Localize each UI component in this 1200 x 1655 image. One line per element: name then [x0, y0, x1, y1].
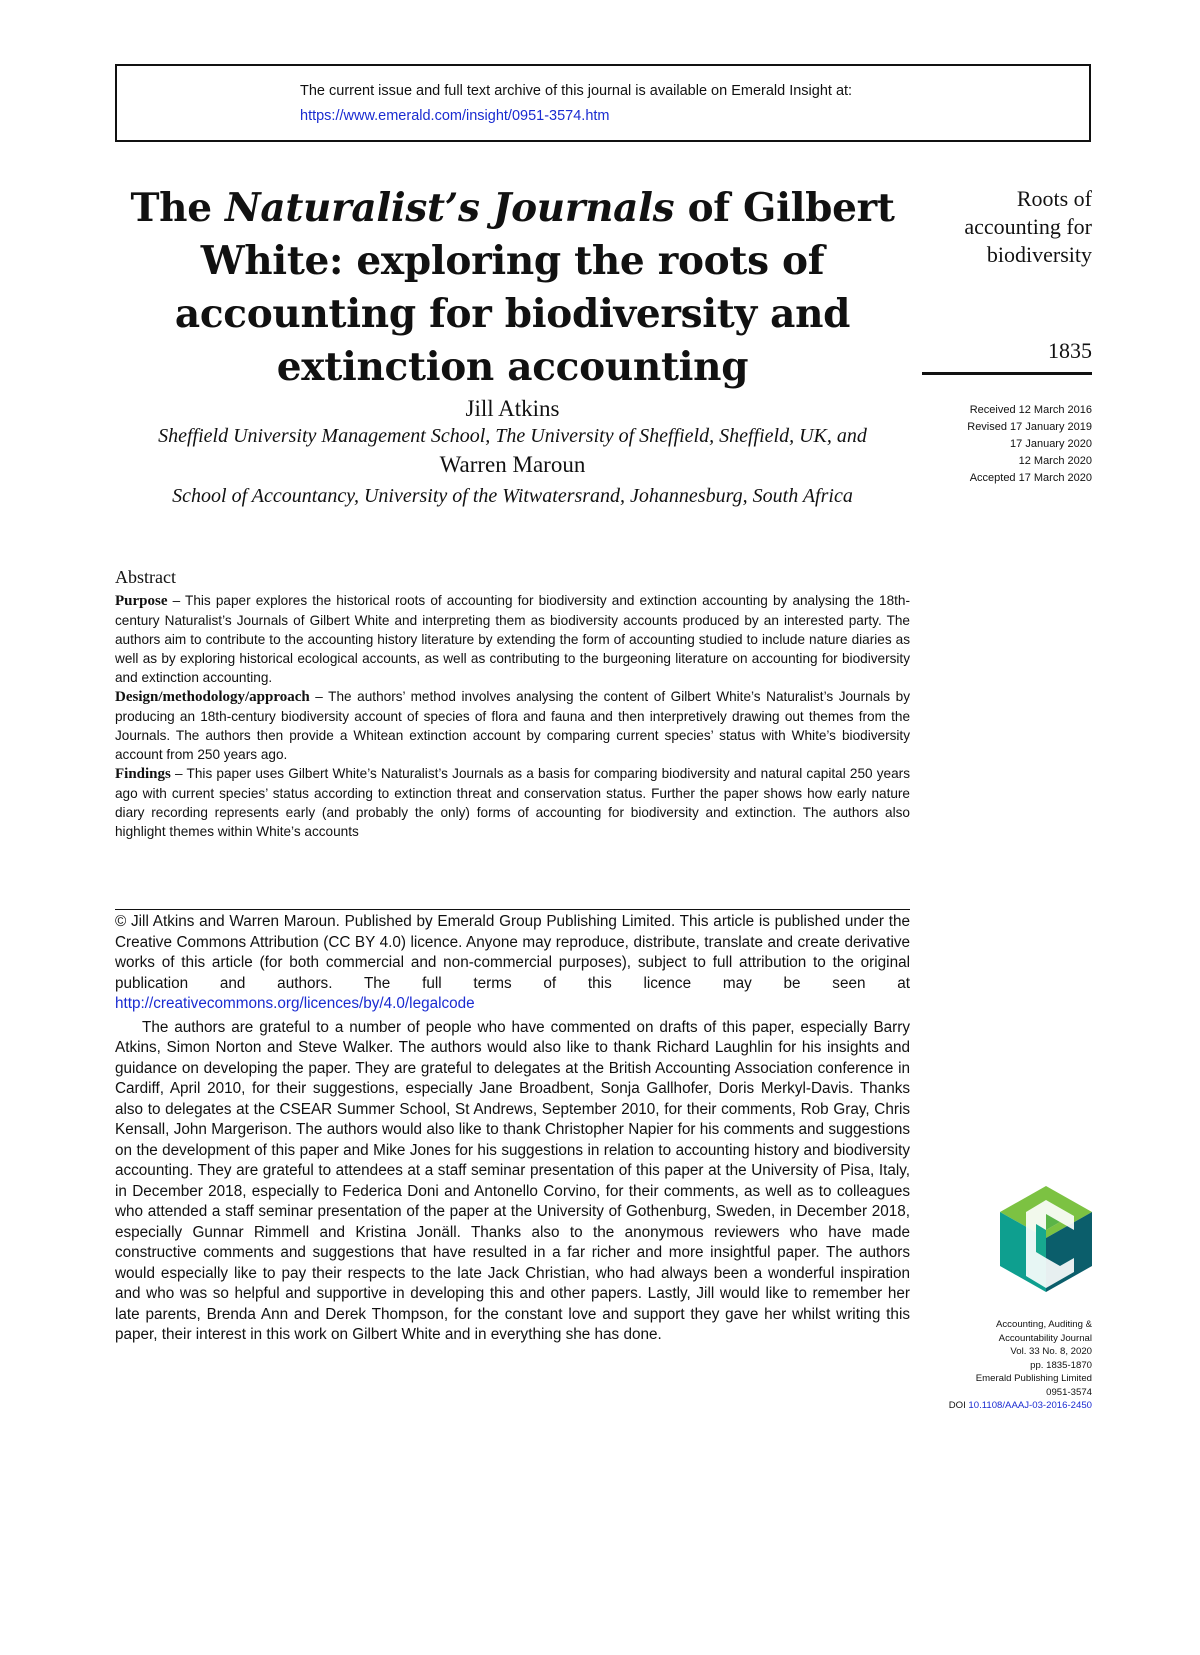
- article-title: [115, 182, 910, 394]
- author-name-1: Jill Atkins: [465, 396, 560, 421]
- title-part-1: The: [130, 185, 226, 231]
- author-affiliation-1: Sheffield University Management School, The University of Sheffield, Sheffield, UK, and: [158, 425, 867, 447]
- footnote-divider: [115, 909, 910, 910]
- journal-archive-link[interactable]: https://www.emerald.com/insight/0951-3574.htm: [300, 108, 610, 124]
- date-revised-1: Revised 17 January 2019: [967, 421, 1092, 433]
- abstract-findings-text: – This paper uses Gilbert White’s Naturalist’s Journals as a basis for comparing biodiversity and natural capital 250 years ago with current species’ status according to extinction threat and conservation status. Further the paper shows how early nature diary recording represents early (and probably the only) forms of accounting for biodiversity and extinction. The authors also highlight themes within White’s accounts: [115, 766, 910, 839]
- running-head: Roots of accounting for biodiversity: [964, 186, 1092, 267]
- submission-dates: [930, 402, 1092, 487]
- title-italic: Naturalist’s Journals: [225, 185, 675, 231]
- date-revised-3: 12 March 2020: [1018, 455, 1092, 467]
- emerald-logo-icon: [1000, 1186, 1092, 1292]
- abstract: [115, 566, 910, 841]
- acknowledgements: The authors are grateful to a number of people who have commented on drafts of this paper, especially Barry Atkins, Simon Norton and Steve Walker. The authors would also like to thank Richard Laughlin for his insights and guidance on developing the paper. They are grateful to delegates at the British Accounting Association conference in Cardiff, April 2010, for their suggestions, especially Jane Broadbent, Sonja Gallhofer, Doris Merkyl-Davis. Thanks also to delegates at the CSEAR Summer School, St Andrews, September 2010, for their comments, Rob Gray, Chris Kensall, John Margerison. The authors would also like to thank Christopher Napier for his comments and suggestions on the development of this paper and Mike Jones for his suggestions in relation to accounting history and biodiversity accounting. They are grateful to attendees at a staff seminar presentation of this paper at the University of Pisa, Italy, in December 2018, especially to Federica Doni and Antonello Corvino, for their comments, as well as to colleagues who attended a staff seminar presentation of the paper at the University of Gothenburg, Sweden, in December 2018, especially Gunnar Rimmell and Kristina Jonäll. Thanks also to the anonymous reviewers who have made constructive comments and suggestions that have resulted in a far richer and more insightful paper. The authors would especially like to pay their respects to the late Jack Christian, who had always been a wonderful inspiration and who was so helpful and supportive in developing this and other papers. Lastly, Jill would like to remember her late parents, Brenda Ann and Derek Thompson, for the constant love and support they gave her whilst writing this paper, their interest in this work on Gilbert White and in everything she has done.: [115, 1018, 910, 1343]
- abstract-design: [115, 687, 910, 764]
- author-block: [115, 395, 910, 509]
- abstract-purpose-label: Purpose: [115, 593, 168, 609]
- date-revised-2: 17 January 2020: [1010, 438, 1092, 450]
- page-number: 1835: [1048, 338, 1092, 363]
- licence-link[interactable]: http://creativecommons.org/licences/by/4.0/legalcode: [115, 995, 475, 1012]
- doi-link[interactable]: 10.1108/AAAJ-03-2016-2450: [968, 1400, 1092, 1411]
- copyright-notice: [115, 912, 910, 1015]
- access-notice-box: [115, 64, 1091, 142]
- title-part-2: of Gilbert White: exploring the roots of accounting for biodiversity and extinction accounting: [174, 185, 895, 390]
- journal-doi: [915, 1399, 1092, 1413]
- journal-info: [915, 1318, 1092, 1413]
- copyright-text: © Jill Atkins and Warren Maroun. Published by Emerald Group Publishing Limited. This article is published under the Creative Commons Attribution (CC BY 4.0) licence. Anyone may reproduce, distribute, translate and create derivative works of this article (for both commercial and non-commercial purposes), subject to full attribution to the original publication and authors. The full terms of this licence may be seen at: [115, 913, 910, 992]
- doi-label: DOI: [948, 1400, 969, 1411]
- journal-issn: 0951-3574: [1046, 1386, 1092, 1398]
- author-affiliation-2: School of Accountancy, University of the Witwatersrand, Johannesburg, South Africa: [172, 485, 853, 507]
- author-name-2: Warren Maroun: [439, 452, 586, 477]
- journal-pages: pp. 1835-1870: [1030, 1359, 1092, 1371]
- date-accepted: Accepted 17 March 2020: [969, 472, 1092, 484]
- access-notice-text: The current issue and full text archive of this journal is available on Emerald Insight at:: [300, 83, 853, 99]
- journal-name-line-2: Accountability Journal: [998, 1332, 1092, 1344]
- footnotes: [115, 912, 910, 1346]
- journal-name-line-1: Accounting, Auditing &: [995, 1319, 1092, 1330]
- abstract-purpose: [115, 591, 910, 687]
- abstract-heading: Abstract: [115, 567, 176, 587]
- date-received: Received 12 March 2016: [969, 404, 1092, 416]
- abstract-findings: [115, 764, 910, 841]
- abstract-design-text: – The authors’ method involves analysing the content of Gilbert White’s Naturalist’s Journals by producing an 18th-century biodiversity account of species of flora and fauna and then interpretively drawing out themes from the Journals. The authors then provide a Whitean extinction account by comparing current species’ status with White’s biodiversity account from 250 years ago.: [115, 689, 910, 762]
- abstract-findings-label: Findings: [115, 766, 171, 782]
- abstract-design-label: Design/methodology/approach: [115, 689, 310, 705]
- journal-publisher: Emerald Publishing Limited: [975, 1373, 1092, 1384]
- sidebar-divider: [922, 372, 1092, 375]
- abstract-purpose-text: – This paper explores the historical roots of accounting for biodiversity and extinction accounting by analysing the 18th-century Naturalist’s Journals of Gilbert White and interpreting them as biodiversity accounts produced by an interested party. The authors aim to contribute to the accounting history literature by extending the form of accounting studied to include nature diaries as well as by exploring historical ecological accounts, as well as contributing to the burgeoning literature on accounting for biodiversity and extinction accounting.: [115, 593, 910, 685]
- journal-volume: Vol. 33 No. 8, 2020: [1010, 1346, 1092, 1357]
